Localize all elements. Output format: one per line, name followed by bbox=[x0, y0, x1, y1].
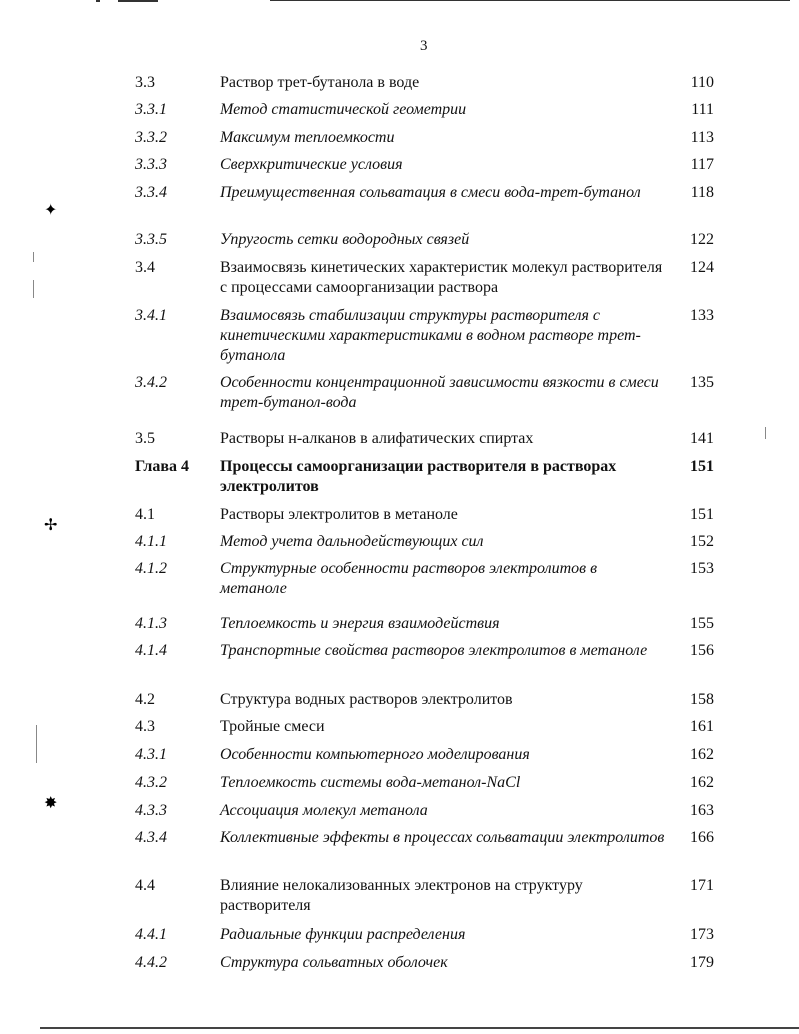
toc-entry-page: 171 bbox=[690, 877, 714, 894]
toc-entry-title: Радиальные функции распределения bbox=[220, 926, 466, 943]
scan-mark-icon: ✦ bbox=[44, 202, 58, 219]
scan-tick bbox=[33, 252, 34, 262]
toc-entry-title: Максимум теплоемкости bbox=[220, 129, 395, 146]
scan-tick bbox=[33, 280, 34, 298]
scan-tick bbox=[36, 725, 37, 763]
toc-entry-title: Структура водных растворов электролитов bbox=[220, 691, 513, 708]
toc-entry-title: Растворы электролитов в метаноле bbox=[220, 506, 458, 523]
toc-entry-number: 3.4 bbox=[135, 259, 155, 276]
toc-entry-title: Сверхкритические условия bbox=[220, 156, 403, 173]
toc-entry-number: 4.1.3 bbox=[135, 615, 167, 632]
toc-entry-number: 4.4 bbox=[135, 877, 155, 894]
toc-entry-title: Преимущественная сольватация в смеси вода-трет-бутанол bbox=[220, 184, 641, 201]
toc-entry-title: Упругость сетки водородных связей bbox=[220, 231, 470, 248]
toc-entry-title: Растворы н-алканов в алифатических спиртах bbox=[220, 430, 534, 447]
toc-entry-page: 118 bbox=[690, 184, 714, 201]
scan-tick bbox=[765, 427, 766, 439]
scan-mark-icon: ✢ bbox=[44, 517, 58, 534]
toc-entry-number: 3.3.5 bbox=[135, 231, 167, 248]
toc-entry-page: 152 bbox=[690, 533, 714, 550]
toc-entry-page: 156 bbox=[690, 642, 714, 659]
toc-entry-page: 173 bbox=[690, 926, 714, 943]
scan-mark-icon: ✸ bbox=[44, 795, 58, 812]
toc-entry-number: 4.3.1 bbox=[135, 746, 167, 763]
toc-entry-number: 3.3.4 bbox=[135, 184, 167, 201]
toc-entry-number: 3.5 bbox=[135, 430, 155, 447]
toc-entry-number: 3.3.2 bbox=[135, 129, 167, 146]
toc-entry-number: 4.3.2 bbox=[135, 774, 167, 791]
toc-entry-number: 4.3.3 bbox=[135, 802, 167, 819]
toc-entry-page: 158 bbox=[690, 691, 714, 708]
toc-entry-number: 3.3.1 bbox=[135, 101, 167, 118]
toc-entry-number: 4.3.4 bbox=[135, 829, 167, 846]
top-rule-left bbox=[96, 0, 100, 2]
toc-entry-page: 124 bbox=[690, 259, 714, 276]
toc-entry-number: 4.3 bbox=[135, 718, 155, 735]
toc-entry-page: 153 bbox=[690, 560, 714, 577]
toc-entry-page: 133 bbox=[690, 307, 714, 324]
toc-entry-title: Влияние нелокализованных электронов на структуру растворителя bbox=[220, 877, 583, 914]
toc-entry-number: 3.4.1 bbox=[135, 307, 167, 324]
toc-entry-title: Ассоциация молекул метанола bbox=[220, 802, 428, 819]
toc-entry-title: Процессы самоорганизации растворителя в растворах электролитов bbox=[220, 458, 617, 495]
toc-entry-page: 141 bbox=[690, 430, 714, 447]
top-rule-right bbox=[270, 0, 790, 1]
toc-entry-number: 4.1.2 bbox=[135, 560, 167, 577]
toc-entry-page: 122 bbox=[690, 231, 714, 248]
toc-entry-title: Теплоемкость и энергия взаимодействия bbox=[220, 615, 500, 632]
toc-entry-title: Раствор трет-бутанола в воде bbox=[220, 74, 420, 91]
toc-entry-page: 163 bbox=[690, 802, 714, 819]
toc-entry-page: 113 bbox=[690, 129, 714, 146]
toc-entry-page: 151 bbox=[690, 506, 714, 523]
toc-entry-title: Структура сольватных оболочек bbox=[220, 954, 448, 971]
toc-entry-page: 162 bbox=[690, 746, 714, 763]
toc-entry-title: Транспортные свойства растворов электролитов в метаноле bbox=[220, 642, 648, 659]
toc-entry-number: 4.1 bbox=[135, 506, 155, 523]
toc-entry-title: Теплоемкость системы вода-метанол-NaCl bbox=[220, 774, 521, 791]
toc-entry-title: Особенности концентрационной зависимости вязкости в смеси трет-бутанол-вода bbox=[220, 374, 659, 411]
toc-entry-number: 3.3 bbox=[135, 74, 155, 91]
toc-entry-number: 4.4.1 bbox=[135, 926, 167, 943]
toc-entry-page: 117 bbox=[690, 156, 714, 173]
toc-entry-title: Тройные смеси bbox=[220, 718, 325, 735]
toc-entry-page: 111 bbox=[691, 101, 714, 118]
toc-entry-page: 166 bbox=[690, 829, 714, 846]
top-rule bbox=[118, 0, 158, 2]
bottom-rule bbox=[40, 1027, 799, 1029]
toc-entry-number: 4.1.4 bbox=[135, 642, 167, 659]
toc-entry-page: 161 bbox=[690, 718, 714, 735]
toc-entry-title: Метод статистической геометрии bbox=[220, 101, 467, 118]
toc-entry-page: 135 bbox=[690, 374, 714, 391]
toc-entry-number: 3.3.3 bbox=[135, 156, 167, 173]
toc-entry-page: 179 bbox=[690, 954, 714, 971]
toc-entry-number: 4.2 bbox=[135, 691, 155, 708]
toc-entry-number: 4.4.2 bbox=[135, 954, 167, 971]
toc-entry-title: Метод учета дальнодействующих сил bbox=[220, 533, 484, 550]
toc-entry-page: 151 bbox=[690, 458, 714, 475]
toc-entry-number: 3.4.2 bbox=[135, 374, 167, 391]
toc-entry-title: Особенности компьютерного моделирования bbox=[220, 746, 530, 763]
toc-entry-title: Структурные особенности растворов электролитов в метаноле bbox=[220, 560, 598, 597]
toc-entry-title: Взаимосвязь стабилизации структуры растворителя с кинетическими характеристиками в водном растворе трет-бутанола bbox=[220, 307, 641, 364]
toc-entry-page: 110 bbox=[690, 74, 714, 91]
toc-entry-number: 4.1.1 bbox=[135, 533, 167, 550]
toc-entry-page: 162 bbox=[690, 774, 714, 791]
page-number: 3 bbox=[420, 38, 428, 54]
toc-entry-number: Глава 4 bbox=[135, 458, 189, 475]
toc-entry-title: Взаимосвязь кинетических характеристик молекул растворителя с процессами самоорганизации раствора bbox=[220, 259, 663, 296]
toc-entry-page: 155 bbox=[690, 615, 714, 632]
toc-entry-title: Коллективные эффекты в процессах сольватации электролитов bbox=[220, 829, 665, 846]
